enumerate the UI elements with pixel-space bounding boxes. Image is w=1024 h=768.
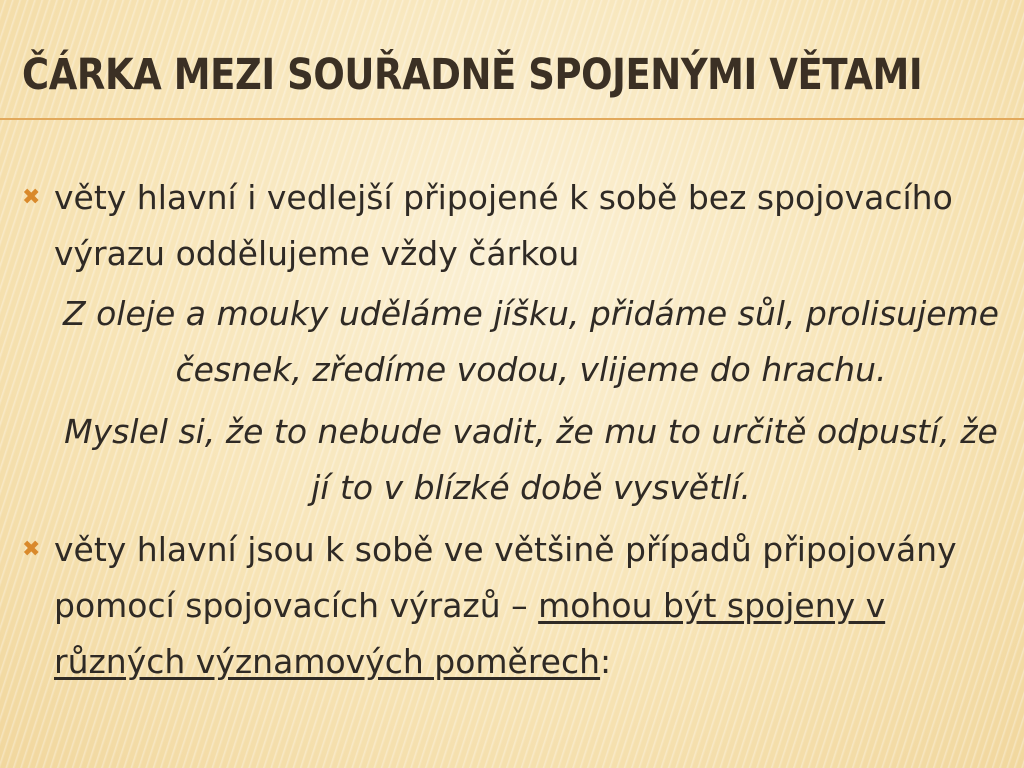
bullet-text-1: věty hlavní i vedlejší připojené k sobě bez spojovacího výrazu oddělujeme vždy čárkou xyxy=(54,178,953,273)
bullet-text-2-end: : xyxy=(600,642,612,681)
example-sentence-2: Myslel si, že to nebude vadit, že mu to určitě odpustí, že jí to v blízké době vysvětlí. xyxy=(64,412,998,507)
slide-title: ČÁRKA MEZI SOUŘADNĚ SPOJENÝMI VĚTAMI xyxy=(22,50,923,100)
bullet-text-2-start: věty hlavní jsou k sobě ve většině případů připojovány pomocí spojovacích výrazů – xyxy=(54,530,957,625)
title-divider xyxy=(0,118,1024,120)
bullet-text-2-underlined: mohou být spojeny v různých významových poměrech xyxy=(54,586,886,681)
x-mark-icon: ✖ xyxy=(22,185,41,210)
slide-content xyxy=(18,170,1008,690)
x-mark-icon: ✖ xyxy=(22,537,41,562)
bullet-item-1 xyxy=(18,170,1008,282)
example-sentence-1: Z oleje a mouky uděláme jíšku, přidáme sůl, prolisujeme česnek, zředíme vodou, vlijeme do hrachu. xyxy=(63,294,999,389)
title-bar xyxy=(0,40,1024,120)
bullet-item-2 xyxy=(18,522,1008,690)
